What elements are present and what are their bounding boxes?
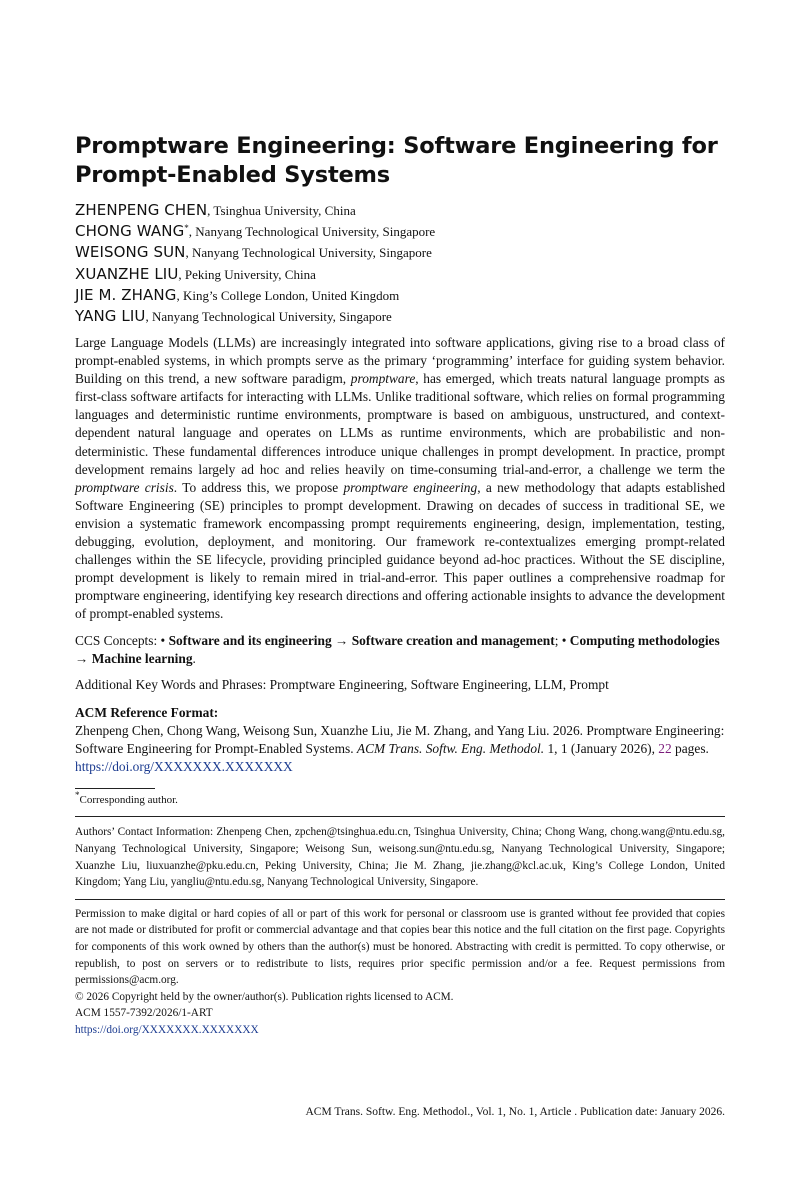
author-affiliation: Nanyang Technological University, Singapore xyxy=(195,224,436,240)
author-entry: CHONG WANG*, Nanyang Technological University, Singapore xyxy=(75,222,436,241)
reference-text: Zhenpeng Chen, Chong Wang, Weisong Sun, Xuanzhe Liu, Jie M. Zhang, and Yang Liu. 2026. Promptware Engineering: Software Engineering for Prompt-Enabled Systems. xyxy=(75,722,725,756)
copyright-notice: © 2026 Copyright held by the owner/author(s). Publication rights licensed to ACM. xyxy=(75,990,454,1003)
ccs-concepts xyxy=(75,632,725,668)
author-affiliation: King’s College London, United Kingdom xyxy=(182,287,400,303)
abstract-emphasis: promptware engineering xyxy=(343,479,478,495)
paper-title: Promptware Engineering: Software Engineering for Prompt-Enabled Systems xyxy=(75,133,718,188)
doi-link[interactable]: https://doi.org/XXXXXXX.XXXXXXX xyxy=(75,1023,259,1036)
author-name: JIE M. ZHANG xyxy=(75,285,177,304)
abstract xyxy=(75,334,725,623)
page-footer: ACM Trans. Softw. Eng. Methodol., Vol. 1, No. 1, Article . Publication date: January 2026. xyxy=(305,1106,725,1118)
author-affiliation: Nanyang Technological University, Singapore xyxy=(151,309,392,325)
author-affiliation: Tsinghua University, China xyxy=(213,203,356,218)
keywords: Additional Key Words and Phrases: Promptware Engineering, Software Engineering, LLM, Prompt xyxy=(75,677,609,693)
author-affiliation: Nanyang Technological University, Singapore xyxy=(192,245,432,261)
permission-notice: Permission to make digital or hard copies of all or part of this work for personal or classroom use is granted without fee provided that copies are not made or distributed for profit or commercial advantage and that copies bear this notice and the full citation on the first page. Copyrights for components of this work owned by others than the author(s) must be honored. Abstracting with credit is permitted. To copy otherwise, or republish, to post on servers or to redistribute to lists, requires prior specific permission and/or a fee. Request permissions from permissions@acm.org. xyxy=(75,907,725,987)
abstract-text: , a new methodology that adapts established Software Engineering (SE) principles to prompt development. Drawing on decades of success in traditional SE, we envision a systematic framework encompassing prompt requirements engineering, design, implementation, testing, debugging, evolution, deployment, and monitoring. Our framework re-contextualizes emerging prompt-related challenges within the SE lifecycle, providing principled guidance beyond ad-hoc practices. Without the SE discipline, prompt development is likely to remain mired in trial-and-error. This paper outlines a comprehensive roadmap for promptware engineering, identifying key research directions and offering actionable insights to advance the development of prompt-enabled systems. xyxy=(75,479,726,621)
contact-divider xyxy=(75,816,725,817)
reference-text: 1, 1 (January 2026), xyxy=(544,740,659,756)
paper-first-page xyxy=(75,132,725,1039)
footnote-divider xyxy=(75,788,155,789)
ccs-concept: Software and its engineering → Software creation and management xyxy=(168,632,555,648)
author-entry: JIE M. ZHANG, King’s College London, United Kingdom xyxy=(75,285,400,304)
ccs-concept: Computing methodologies → Machine learning xyxy=(75,632,720,667)
footnote-marker: * xyxy=(75,790,80,801)
abstract-text: , has emerged, which treats natural language prompts as first-class software artifacts for interacting with LLMs. Unlike traditional software, which relies on formal programming languages and deterministic runtime environments, promptware is based on ambiguous, unstructured, and context-dependent natural language and operates on LLMs as runtime environments, which are probabilistic and non-deterministic. These fundamental differences introduce unique challenges in prompt development. In practice, prompt development remains largely ad hoc and relies heavily on time-consuming trial-and-error, a challenge we term the xyxy=(75,371,725,477)
reference-format-heading: ACM Reference Format: xyxy=(75,704,219,720)
author-name: XUANZHE LIU xyxy=(75,264,179,283)
author-name: WEISONG SUN xyxy=(75,243,186,262)
author-name: YANG LIU xyxy=(75,307,146,326)
footnote-text: Corresponding author. xyxy=(79,794,178,807)
page-count-link[interactable]: 22 xyxy=(658,740,672,756)
contact-information: Authors’ Contact Information: Zhenpeng Chen, zpchen@tsinghua.edu.cn, Tsinghua University, China; Chong Wang, chong.wang@ntu.edu.sg, Nanyang Technological University, Singapore; Weisong Sun, weisong.sun@ntu.edu.sg, Nanyang Technological University, Singapore; Xuanzhe Liu, liuxuanzhe@pku.edu.cn, Peking University, China; Jie M. Zhang, jie.zhang@kcl.ac.uk, King’s College London, United Kingdom; Yang Liu, yangliu@ntu.edu.sg, Nanyang Technological University, Singapore. xyxy=(75,826,725,889)
author-entry: XUANZHE LIU, Peking University, China xyxy=(75,264,316,283)
reference-format xyxy=(75,722,725,777)
abstract-text: . To address this, we propose xyxy=(173,479,344,495)
ccs-separator: ; • xyxy=(554,632,570,648)
abstract-text: Large Language Models (LLMs) are increasingly integrated into software applications, giving rise to a broad class of prompt-enabled systems, in which prompts serve as the primary ‘programming’ interface for guiding system behavior. Building on this trend, a new software paradigm, xyxy=(75,335,725,387)
doi-link[interactable]: https://doi.org/XXXXXXX.XXXXXXX xyxy=(75,759,293,775)
author-entry: YANG LIU, Nanyang Technological University, Singapore xyxy=(75,307,392,326)
author-entry: WEISONG SUN, Nanyang Technological University, Singapore xyxy=(75,243,432,262)
footnote xyxy=(75,790,725,808)
issn-line: ACM 1557-7392/2026/1-ART xyxy=(75,1007,213,1020)
author-name: CHONG WANG xyxy=(75,222,185,241)
journal-name: ACM Trans. Softw. Eng. Methodol. xyxy=(356,740,545,756)
author-affiliation: Peking University, China xyxy=(184,266,316,282)
footnote-marker[interactable]: * xyxy=(184,223,189,234)
ccs-label: CCS Concepts: • xyxy=(75,632,169,648)
author-list xyxy=(75,200,725,327)
permission-divider xyxy=(75,899,725,900)
abstract-emphasis: promptware xyxy=(350,371,416,387)
author-entry: ZHENPENG CHEN, Tsinghua University, China xyxy=(75,201,356,219)
reference-text: pages. xyxy=(671,740,709,756)
ccs-end: . xyxy=(192,651,196,667)
author-name: ZHENPENG CHEN xyxy=(75,201,208,219)
abstract-emphasis: promptware crisis xyxy=(75,479,174,495)
